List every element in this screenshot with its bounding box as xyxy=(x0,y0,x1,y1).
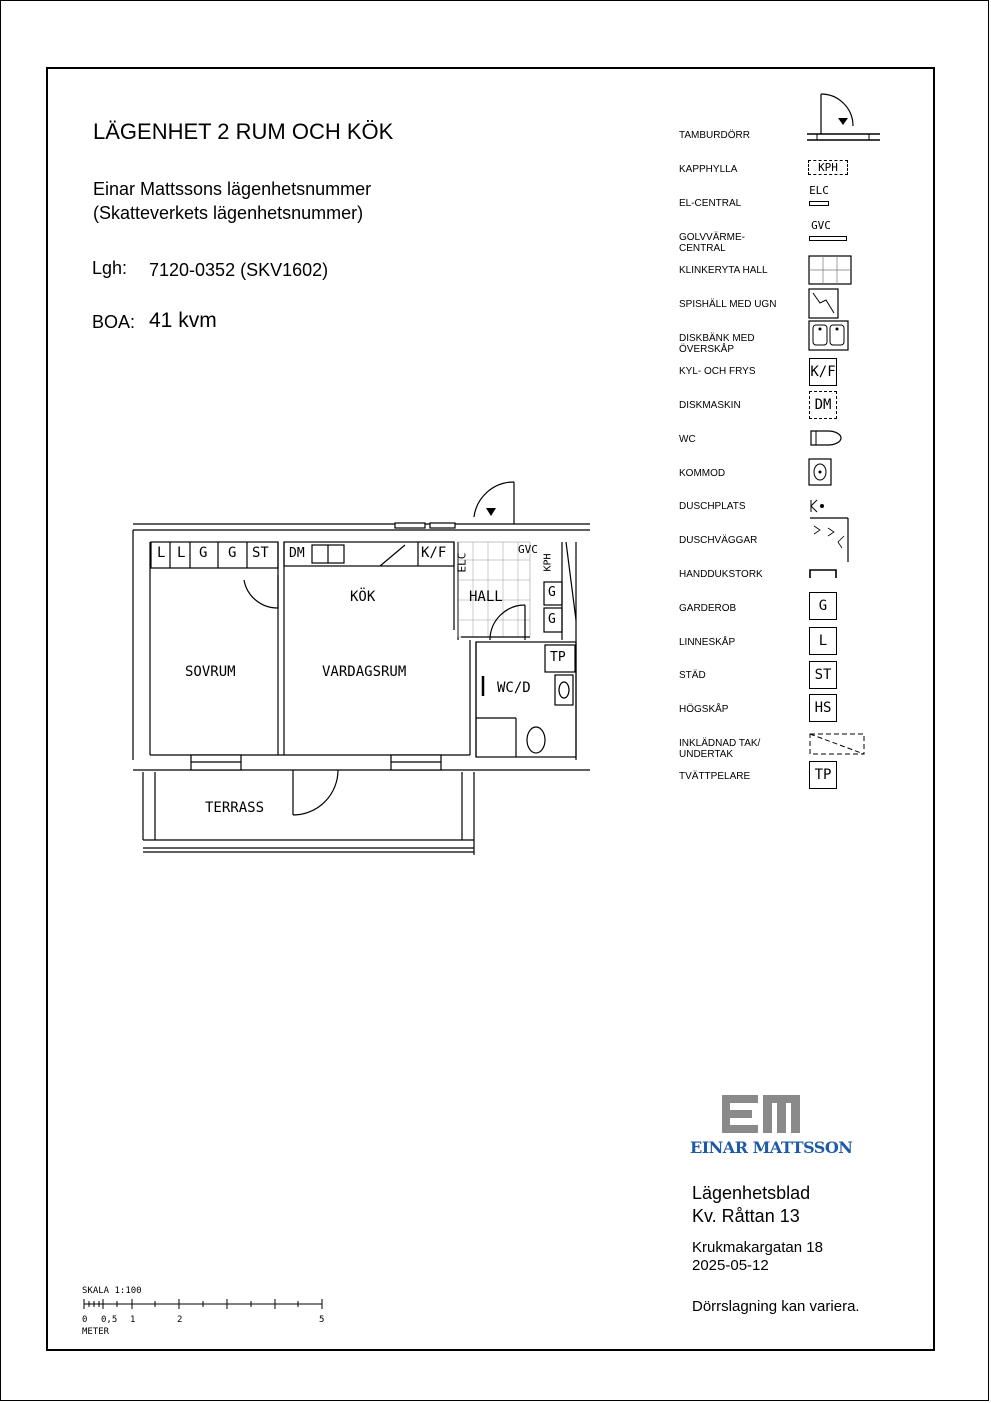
legend-label-duschplats: DUSCHPLATS xyxy=(679,501,746,512)
legend-label-wc: WC xyxy=(679,434,696,445)
scale-tick-0-5: 0,5 xyxy=(101,1315,118,1325)
page-title: LÄGENHET 2 RUM OCH KÖK xyxy=(93,119,394,144)
legend-label-stad: STÄD xyxy=(679,670,706,681)
doc-type: Lägenhetsblad xyxy=(692,1183,811,1203)
electrical-panel-bar xyxy=(809,201,829,206)
legend-label-garderob: GARDEROB xyxy=(679,603,737,614)
legend-label-kapphylla: KAPPHYLLA xyxy=(679,164,738,175)
scale-tick-1: 1 xyxy=(130,1315,136,1325)
legend-label-diskmaskin: DISKMASKIN xyxy=(679,400,741,411)
towel-dryer-icon xyxy=(808,568,838,580)
cleaning-cabinet-icon: ST xyxy=(809,661,837,689)
plan-cabinet-gvc: GVC xyxy=(518,543,538,556)
plan-cabinet-tp: TP xyxy=(550,650,566,665)
scale-tick-0: 0 xyxy=(82,1315,88,1325)
lgh-label: Lgh: xyxy=(92,258,128,278)
legend-label-kommod: KOMMOD xyxy=(679,468,726,479)
plan-cabinet-g1: G xyxy=(199,545,208,561)
scale-tick-2: 2 xyxy=(177,1315,183,1325)
legend-label-inkladnad: INKLÄDNAD TAK/ UNDERTAK xyxy=(679,738,761,760)
linen-cabinet-icon: L xyxy=(809,627,837,655)
dishwasher-icon: DM xyxy=(809,391,837,419)
legend-label-golvvarme: GOLVVÄRME-CENTRAL xyxy=(679,232,745,254)
legend-label-hogskap: HÖGSKÅP xyxy=(679,704,729,715)
scale-unit: METER xyxy=(82,1327,110,1337)
tile-grid-icon xyxy=(808,255,852,285)
plan-cabinet-l2: L xyxy=(177,545,186,561)
subtitle-line-1: Einar Mattssons lägenhetsnummer xyxy=(93,179,372,199)
floor-heating-bar xyxy=(809,236,847,241)
legend-label-handdukstork: HANDDUKSTORK xyxy=(679,569,763,580)
legend-label-diskbank: DISKBÄNK MED ÖVERSKÅP xyxy=(679,333,755,355)
stove-icon xyxy=(808,288,840,320)
washbasin-icon xyxy=(808,458,834,488)
shower-icon xyxy=(808,498,828,514)
door-swing-icon xyxy=(805,90,885,145)
legend-label-linneskap: LINNESKÅP xyxy=(679,637,736,648)
coat-shelf-icon: KPH xyxy=(808,160,848,175)
fridge-icon: K/F xyxy=(809,358,837,386)
plan-cabinet-dm: DM xyxy=(289,546,305,561)
room-label-kok: KÖK xyxy=(350,589,376,605)
ceiling-cladding-icon xyxy=(808,732,866,758)
plan-cabinet-l1: L xyxy=(157,545,166,561)
plan-cabinet-kph: KPH xyxy=(542,553,554,572)
door-note: Dörrslagning kan variera. xyxy=(692,1298,860,1315)
boa-value: 41 kvm xyxy=(149,309,217,332)
boa-label: BOA: xyxy=(92,312,136,332)
plan-cabinet-elc: ELC xyxy=(455,552,469,573)
address: Krukmakargatan 18 xyxy=(692,1239,823,1256)
floor-heating-icon: GVC xyxy=(811,219,831,232)
legend-label-spishall: SPISHÄLL MED UGN xyxy=(679,299,777,310)
date: 2025-05-12 xyxy=(692,1257,769,1274)
legend-label-kyl-frys: KYL- OCH FRYS xyxy=(679,366,756,377)
legend-label-tamburdorr: TAMBURDÖRR xyxy=(679,130,750,141)
scale-tick-5: 5 xyxy=(319,1315,325,1325)
scale-label: SKALA 1:100 xyxy=(82,1286,142,1296)
legend-label-duschvaggar: DUSCHVÄGGAR xyxy=(679,535,758,546)
wardrobe-icon: G xyxy=(809,592,837,620)
sink-icon xyxy=(808,320,850,352)
room-label-sovrum: SOVRUM xyxy=(185,664,236,680)
tall-cabinet-icon: HS xyxy=(809,694,837,722)
em-logo-mark xyxy=(722,1095,802,1133)
plan-cabinet-hall-g2: G xyxy=(548,612,556,627)
plan-cabinet-g2: G xyxy=(228,545,237,561)
scale-bar xyxy=(82,1296,328,1312)
room-label-hall: HALL xyxy=(469,589,503,605)
plan-cabinet-st: ST xyxy=(252,545,269,561)
room-label-vardagsrum: VARDAGSRUM xyxy=(322,664,407,680)
electrical-panel-icon: ELC xyxy=(809,184,829,197)
toilet-icon xyxy=(808,428,844,448)
shower-walls-icon xyxy=(808,516,852,564)
legend-label-el-central: EL-CENTRAL xyxy=(679,198,742,209)
washer-tower-icon: TP xyxy=(809,761,837,789)
lgh-value: 7120-0352 (SKV1602) xyxy=(149,260,329,280)
subtitle-line-2: (Skatteverkets lägenhetsnummer) xyxy=(93,203,364,223)
room-label-wc: WC/D xyxy=(497,680,531,696)
room-label-terrass: TERRASS xyxy=(205,800,265,816)
legend-label-tvattpelare: TVÄTTPELARE xyxy=(679,771,751,782)
logo-wordmark: EINAR MATTSSON xyxy=(690,1138,853,1157)
plan-cabinet-hall-g1: G xyxy=(548,585,556,600)
plan-cabinet-kf: K/F xyxy=(421,545,447,561)
legend-label-klinkeryta: KLINKERYTA HALL xyxy=(679,265,768,276)
property-name: Kv. Råttan 13 xyxy=(692,1206,800,1226)
